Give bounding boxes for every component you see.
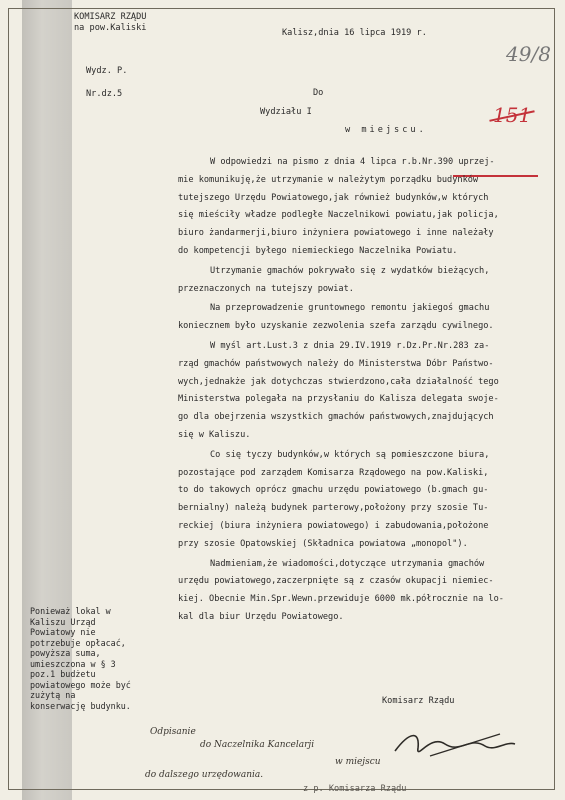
line: W odpowiedzi na pismo z dnia 4 lipca r.b.Nr.390 uprzej- [210, 157, 495, 167]
office-district: na pow.Kaliski [74, 23, 147, 33]
line: kal dla biur Urzędu Powiatowego. [178, 611, 344, 622]
margin-note: Ponieważ lokal w Kaliszu Urząd Powiatowy nie potrzebuje opłacać, powyższa suma, umieszczona w § 3 poz.1 budżetu powiatowego może być zużytą na konserwację budynku. [30, 606, 131, 711]
signature-icon [390, 726, 520, 766]
line: mie komunikuję,że utrzymanie w należytym porządku budynków [178, 174, 479, 185]
paragraph [178, 338, 548, 445]
handwritten-note-4: w miejscu [335, 757, 381, 767]
line: wych,jednakże jak dotychczas stwierdzono,cała działalność tego [178, 376, 499, 387]
address-do: Do [313, 88, 324, 98]
line: koniecznem było uzyskanie zezwolenia szefa zarządu cywilnego. [178, 321, 494, 332]
line: Co się tyczy budynków,w których są pomieszczone biura, [210, 449, 490, 460]
handwritten-note-2: do Naczelnika Kancelarji [200, 740, 315, 750]
line: Na przeprowadzenie gruntownego remontu jakiegoś gmachu [210, 303, 490, 314]
handwritten-note-3: do dalszego urzędowania. [145, 770, 264, 780]
line: przy szosie Opatowskiej (Składnica powiatowa „monopol"). [178, 538, 468, 549]
line: Nadmieniam,że wiadomości,dotyczące utrzymania gmachów [210, 558, 485, 569]
line: przeznaczonych na tutejszy powiat. [178, 283, 354, 294]
case-number: Nr.dz.5 [86, 89, 123, 99]
line: biuro żandarmerji,biuro inżyniera powiatowego i inne należały [178, 228, 494, 239]
red-number: 151 [493, 103, 532, 127]
paragraph [178, 263, 548, 299]
signature-title: Komisarz Rządu [382, 696, 455, 706]
line: Ministerstwa polegała na przysłaniu do Kalisza delegata swoje- [178, 394, 499, 405]
place-date: Kalisz,dnia 16 lipca 1919 r. [282, 28, 427, 38]
address-department: Wydziału I [260, 107, 312, 117]
line: kiej. Obecnie Min.Spr.Wewn.przewiduje 6000 mk.półrocznie na lo- [178, 594, 504, 605]
line: się mieściły władze podległe Naczelnikowi powiatu,jak policja, [178, 210, 499, 221]
line: reckiej (biura inżyniera powiatowego) i zabudowania,położone [178, 520, 489, 531]
line: urzędu powiatowego,zaczerpnięte są z czasów okupacji niemiec- [178, 576, 494, 587]
paragraph [178, 300, 548, 336]
stamp-text: z p. Komisarza Rządu [303, 784, 407, 794]
line: pozostające pod zarządem Komisarza Rządowego na pow.Kaliski, [178, 467, 489, 478]
line: Utrzymanie gmachów pokrywało się z wydatków bieżących, [210, 265, 490, 276]
department-ref: Wydz. P. [86, 66, 128, 76]
line: go dla obejrzenia wszystkich gmachów państwowych,znajdujących [178, 412, 494, 423]
pencil-number: 49/8 [506, 42, 551, 66]
line: to do takowych oprócz gmachu urzędu powiatowego (b.gmach gu- [178, 485, 489, 496]
office-name: KOMISARZ RZĄDU [74, 12, 147, 22]
letter-body [178, 154, 548, 629]
paragraph [178, 154, 548, 261]
address-place: w miejscu. [345, 125, 427, 135]
line: rząd gmachów państwowych należy do Ministerstwa Dóbr Państwo- [178, 358, 494, 369]
line: się w Kaliszu. [178, 429, 251, 440]
handwritten-note-1: Odpisanie [150, 727, 196, 737]
line: bernialny) należą budynek parterowy,położony przy szosie Tu- [178, 503, 489, 514]
paragraph [178, 447, 548, 554]
line: W myśl art.Lust.3 z dnia 29.IV.1919 r.Dz.Pr.Nr.283 za- [210, 340, 490, 351]
paragraph [178, 556, 548, 627]
line: tutejszego Urzędu Powiatowego,jak również budynków,w których [178, 192, 489, 203]
line: do kompetencji byłego niemieckiego Naczelnika Powiatu. [178, 245, 458, 256]
